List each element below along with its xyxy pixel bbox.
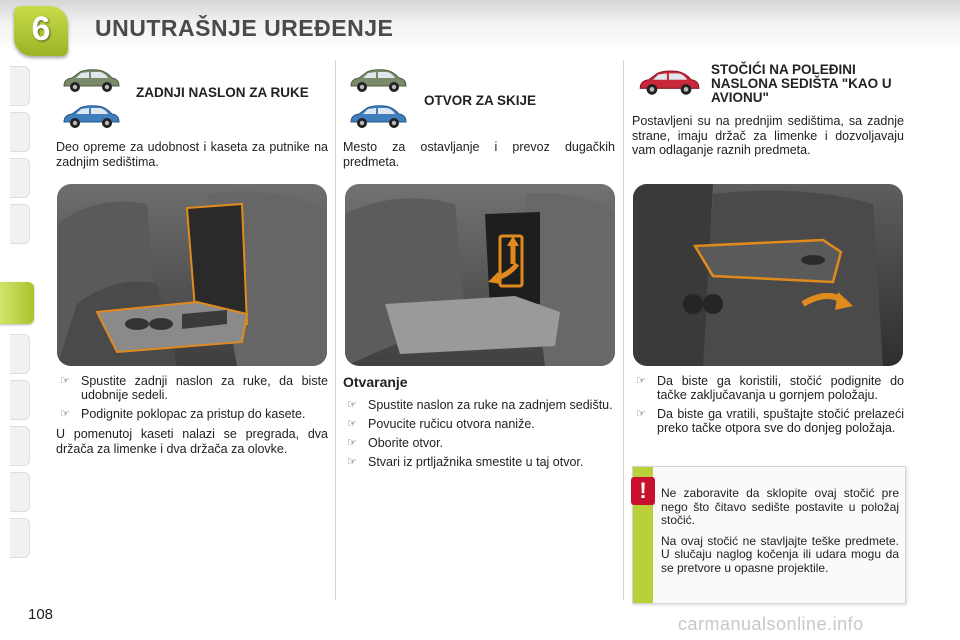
side-tab-active [0,282,34,324]
pointing-hand-icon: ☞ [347,456,357,468]
list-item-text: Podignite poklopac za pristup do kasete. [81,407,306,421]
ski-hatch-photo [345,184,615,366]
pointing-hand-icon: ☞ [347,399,357,411]
side-tab [10,66,30,106]
side-tab [10,334,30,374]
car-icon-green [347,68,409,94]
list-item-text: Stvari iz prtljažnika smestite u taj otvor. [368,455,584,469]
side-tab [10,158,30,198]
list-item [56,407,328,421]
list-item [632,374,904,402]
ski-hatch-bullet-list [343,398,615,469]
pointing-hand-icon: ☞ [60,408,70,420]
page-number: 108 [28,606,54,623]
tables-intro-text: Postavljeni su na prednjim sedištima, sa zadnje strane, imaju držač za limenke i dozvoljavaju vam odlaganje raznih predmeta. [632,114,904,157]
pointing-hand-icon: ☞ [60,375,70,387]
section-title-armrest: ZADNJI NASLON ZA RUKE [136,85,309,100]
list-item [343,455,615,469]
list-item [632,407,904,435]
warning-paragraph: Na ovaj stočić ne stavljajte teške predmete. U slučaju naglog kočenja ili udara mogu da se pretvore u opasne projektile. [661,533,899,575]
page-title: UNUTRAŠNJE UREĐENJE [95,15,394,41]
watermark: carmanualsonline.info [678,614,864,634]
tables-bullet-list [632,374,904,435]
pointing-hand-icon: ☞ [636,408,646,420]
side-tab [10,472,30,512]
pointing-hand-icon: ☞ [347,437,357,449]
list-item [56,374,328,402]
tables-intro [632,114,904,158]
tables-steps [632,374,904,440]
armrest-intro [56,140,328,169]
list-item [343,436,615,450]
pointing-hand-icon: ☞ [347,418,357,430]
armrest-intro-text: Deo opreme za udobnost i kaseta za putnike na zadnjim sedištima. [56,140,328,169]
armrest-outro-text: U pomenutoj kaseti nalazi se pregrada, dva držača za limenke i dva držača za olovke. [56,427,328,456]
list-item [343,417,615,431]
car-icon-red [636,68,702,98]
list-item-text: Da biste ga koristili, stočić podignite do tačke zaključavanja u gornjem položaju. [657,374,904,402]
armrest-photo [57,184,327,366]
armrest-bullet-list [56,374,328,421]
car-icon-blue [347,104,409,130]
ski-hatch-intro-text: Mesto za ostavljanje i prevoz dugačkih predmeta. [343,140,615,169]
pointing-hand-icon: ☞ [636,375,646,387]
ski-hatch-intro [343,140,615,169]
side-tab [10,426,30,466]
list-item-text: Spustite zadnji naslon za ruke, da biste udobnije sedeli. [81,374,328,402]
car-icon-blue [60,104,122,130]
chapter-number: 6 [31,10,51,48]
chapter-tab [14,6,68,56]
ski-hatch-steps [343,374,615,474]
side-tab [10,112,30,152]
column-divider [623,60,624,600]
section-title-ski-hatch: OTVOR ZA SKIJE [424,93,537,108]
section-title-tables: STOČIĆI NA POLEĐINI NASLONA SEDIŠTA "KAO U AVIONU" [711,62,892,105]
warning-paragraph: Ne zaboravite da sklopite ovaj stočić pre nego što čitavo sedište postavite u položaj stočić. [661,486,899,527]
column-divider [335,60,336,600]
side-tab [10,380,30,420]
list-item [343,398,615,412]
side-tab [10,204,30,244]
list-item-text: Da biste ga vratili, spuštajte stočić prelazeći preko tačke otpora sve do donjeg položaja. [657,407,904,435]
warning-text [661,487,899,582]
armrest-steps [56,374,328,456]
list-item-text: Povucite ručicu otvora naniže. [368,417,535,431]
tables-photo [633,184,903,366]
car-icon-green [60,68,122,94]
chapter-side-tabs [0,66,36,576]
side-tab [10,518,30,558]
warning-box [632,466,906,604]
opening-subheading: Otvaranje [343,374,408,390]
list-item-text: Oborite otvor. [368,436,444,450]
warning-icon: ! [631,477,655,505]
list-item-text: Spustite naslon za ruke na zadnjem sedištu. [368,398,613,412]
